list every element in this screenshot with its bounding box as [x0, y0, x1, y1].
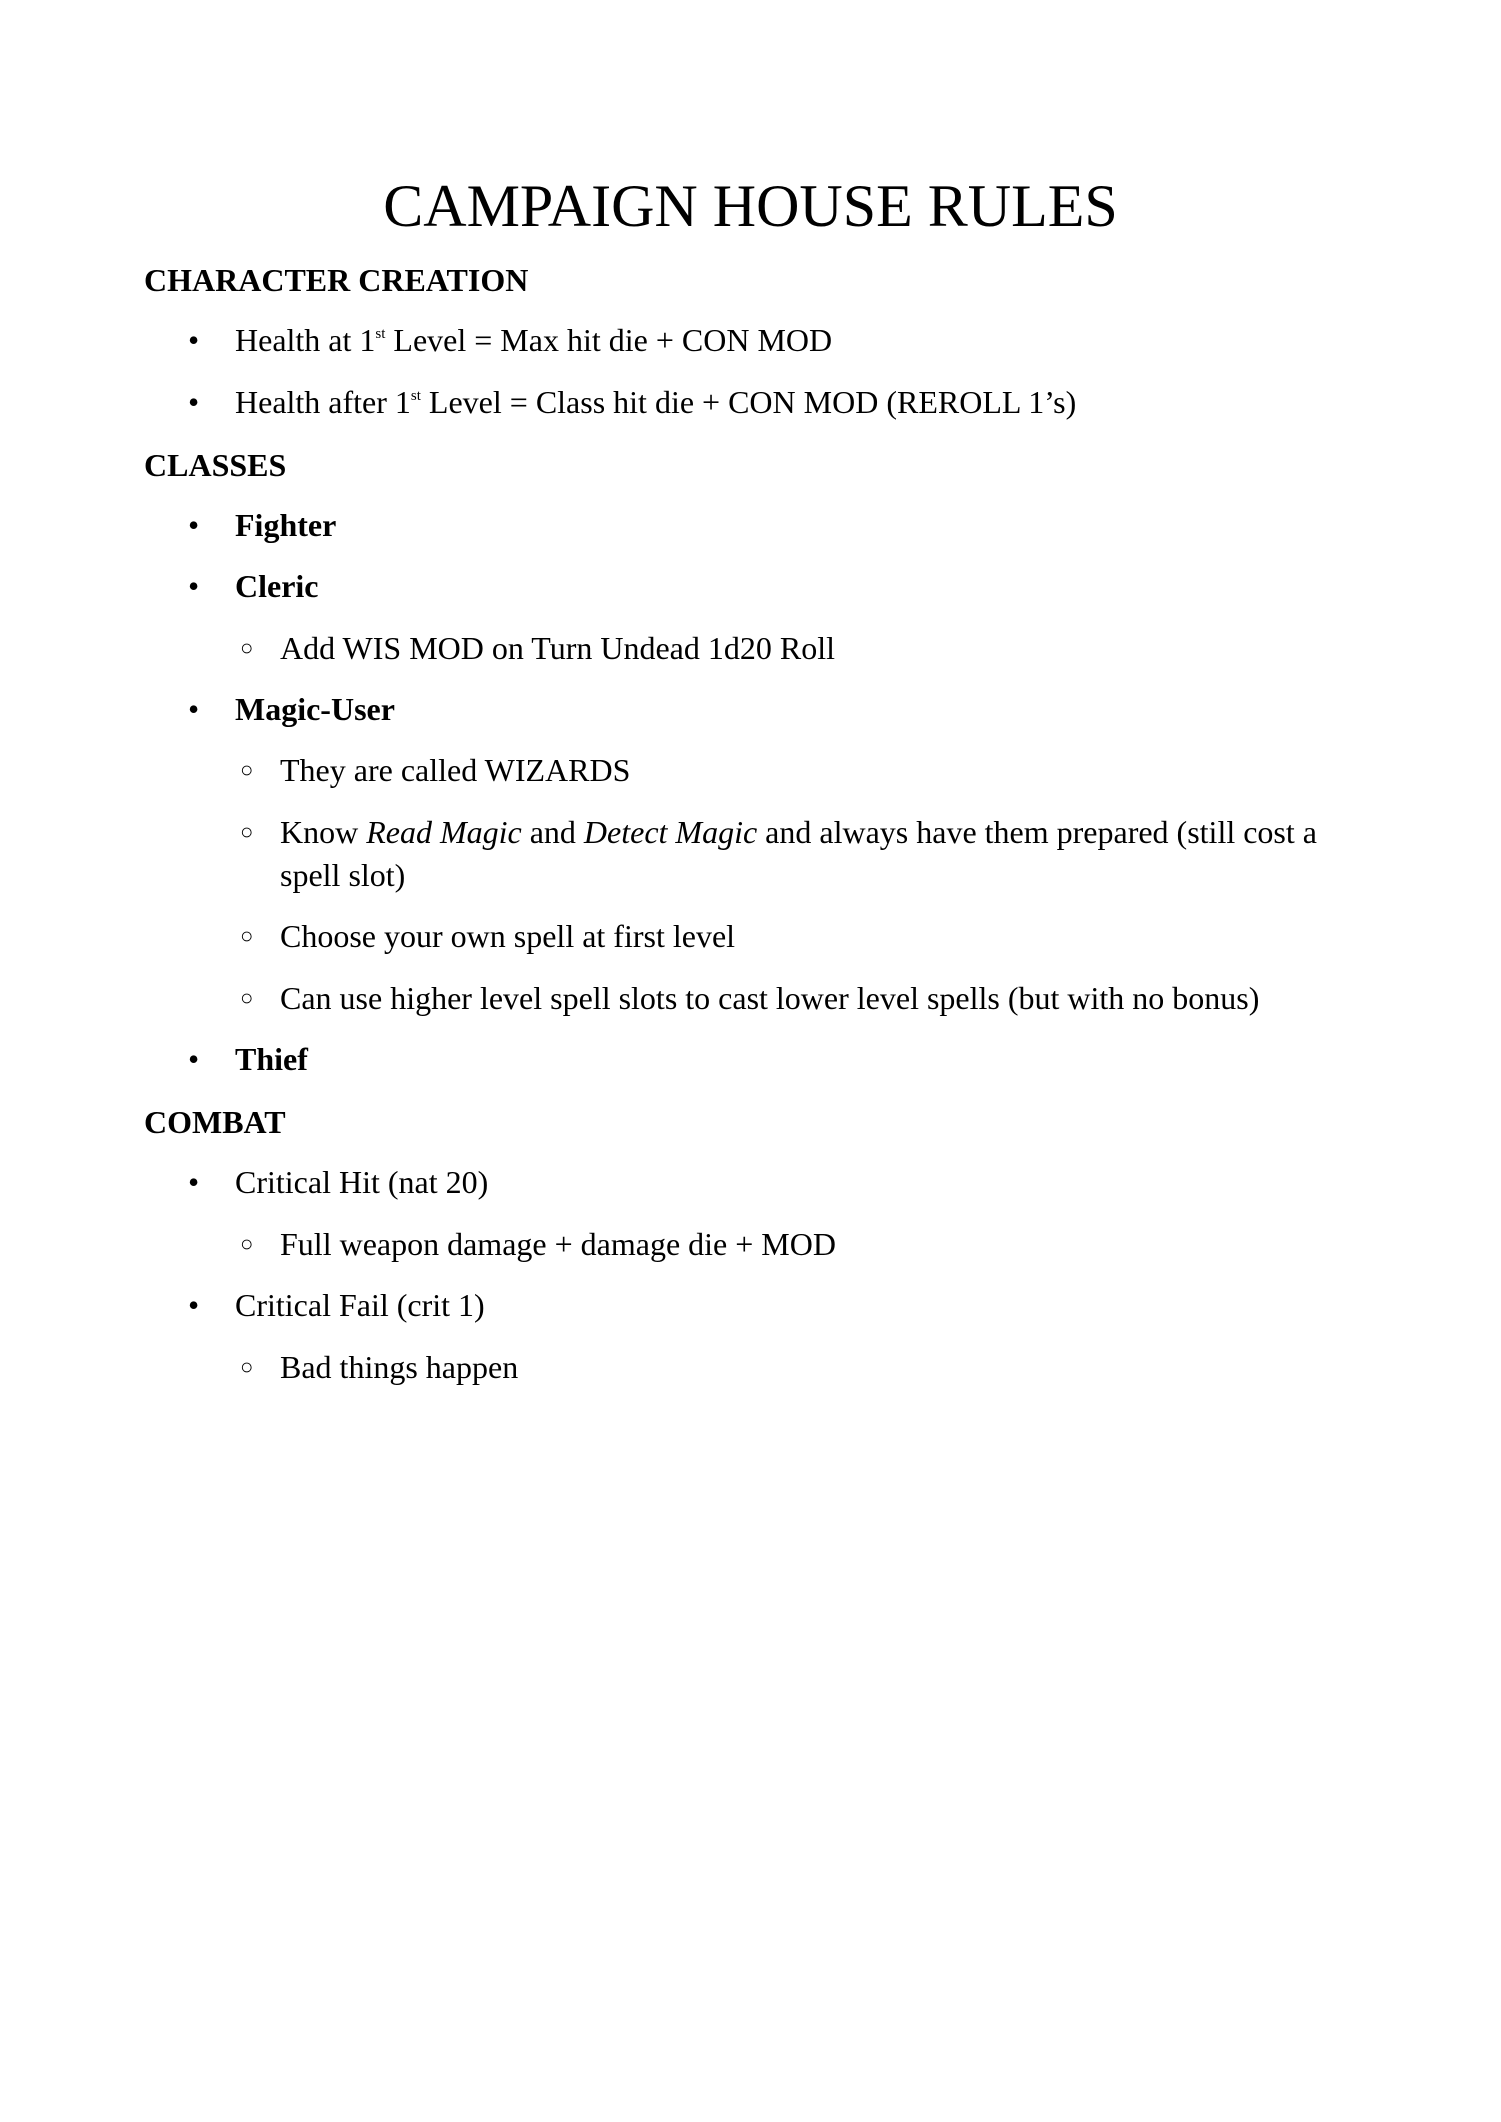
page-title: CAMPAIGN HOUSE RULES: [383, 173, 1118, 239]
bullet-icon: •: [188, 1287, 200, 1323]
list-item-health-after-first-level: [235, 380, 1076, 424]
class-cleric: Cleric: [235, 568, 319, 604]
item-text: Health after 1: [235, 384, 411, 420]
bullet-icon: •: [188, 691, 200, 727]
item-text: Level = Class hit die + CON MOD (REROLL 1’s): [420, 384, 1077, 420]
bullet-icon: •: [188, 568, 200, 604]
magic-user-note-known-spells-continued: spell slot): [280, 857, 406, 893]
combat-critical-hit: Critical Hit (nat 20): [235, 1164, 489, 1200]
superscript: st: [410, 388, 421, 404]
item-text: Level = Max hit die + CON MOD: [385, 322, 833, 358]
bullet-icon: •: [188, 507, 200, 543]
sub-bullet-icon: ○: [240, 985, 254, 1010]
section-heading-classes: CLASSES: [144, 447, 287, 483]
bullet-icon: •: [188, 322, 200, 358]
sub-bullet-icon: ○: [240, 1231, 254, 1256]
combat-critical-fail: Critical Fail (crit 1): [235, 1287, 485, 1323]
item-text: and always have them prepared (still cost a: [757, 814, 1317, 850]
list-item-health-first-level: [235, 318, 832, 362]
item-text: Health at 1: [235, 322, 376, 358]
magic-user-note-known-spells: [280, 810, 1317, 854]
cleric-note: Add WIS MOD on Turn Undead 1d20 Roll: [280, 630, 835, 666]
section-heading-character-creation: CHARACTER CREATION: [144, 262, 529, 298]
class-fighter: Fighter: [235, 507, 337, 543]
magic-user-note-first-level-spell: Choose your own spell at first level: [280, 918, 736, 954]
class-magic-user: Magic-User: [235, 691, 395, 727]
spell-name: Read Magic: [366, 814, 522, 850]
spell-name: Detect Magic: [583, 814, 758, 850]
magic-user-note-spell-slots: Can use higher level spell slots to cast lower level spells (but with no bonus): [280, 980, 1260, 1016]
class-thief: Thief: [235, 1041, 308, 1077]
bullet-icon: •: [188, 1041, 200, 1077]
section-heading-combat: COMBAT: [144, 1104, 286, 1140]
item-text: and: [521, 814, 584, 850]
magic-user-note-wizards: They are called WIZARDS: [280, 752, 631, 788]
superscript: st: [375, 326, 386, 342]
sub-bullet-icon: ○: [240, 1354, 254, 1379]
item-text: Know: [280, 814, 367, 850]
combat-critical-hit-note: Full weapon damage + damage die + MOD: [280, 1226, 836, 1262]
sub-bullet-icon: ○: [240, 757, 254, 782]
bullet-icon: •: [188, 1164, 200, 1200]
sub-bullet-icon: ○: [240, 819, 254, 844]
bullet-icon: •: [188, 384, 200, 420]
combat-critical-fail-note: Bad things happen: [280, 1349, 519, 1385]
sub-bullet-icon: ○: [240, 923, 254, 948]
sub-bullet-icon: ○: [240, 635, 254, 660]
